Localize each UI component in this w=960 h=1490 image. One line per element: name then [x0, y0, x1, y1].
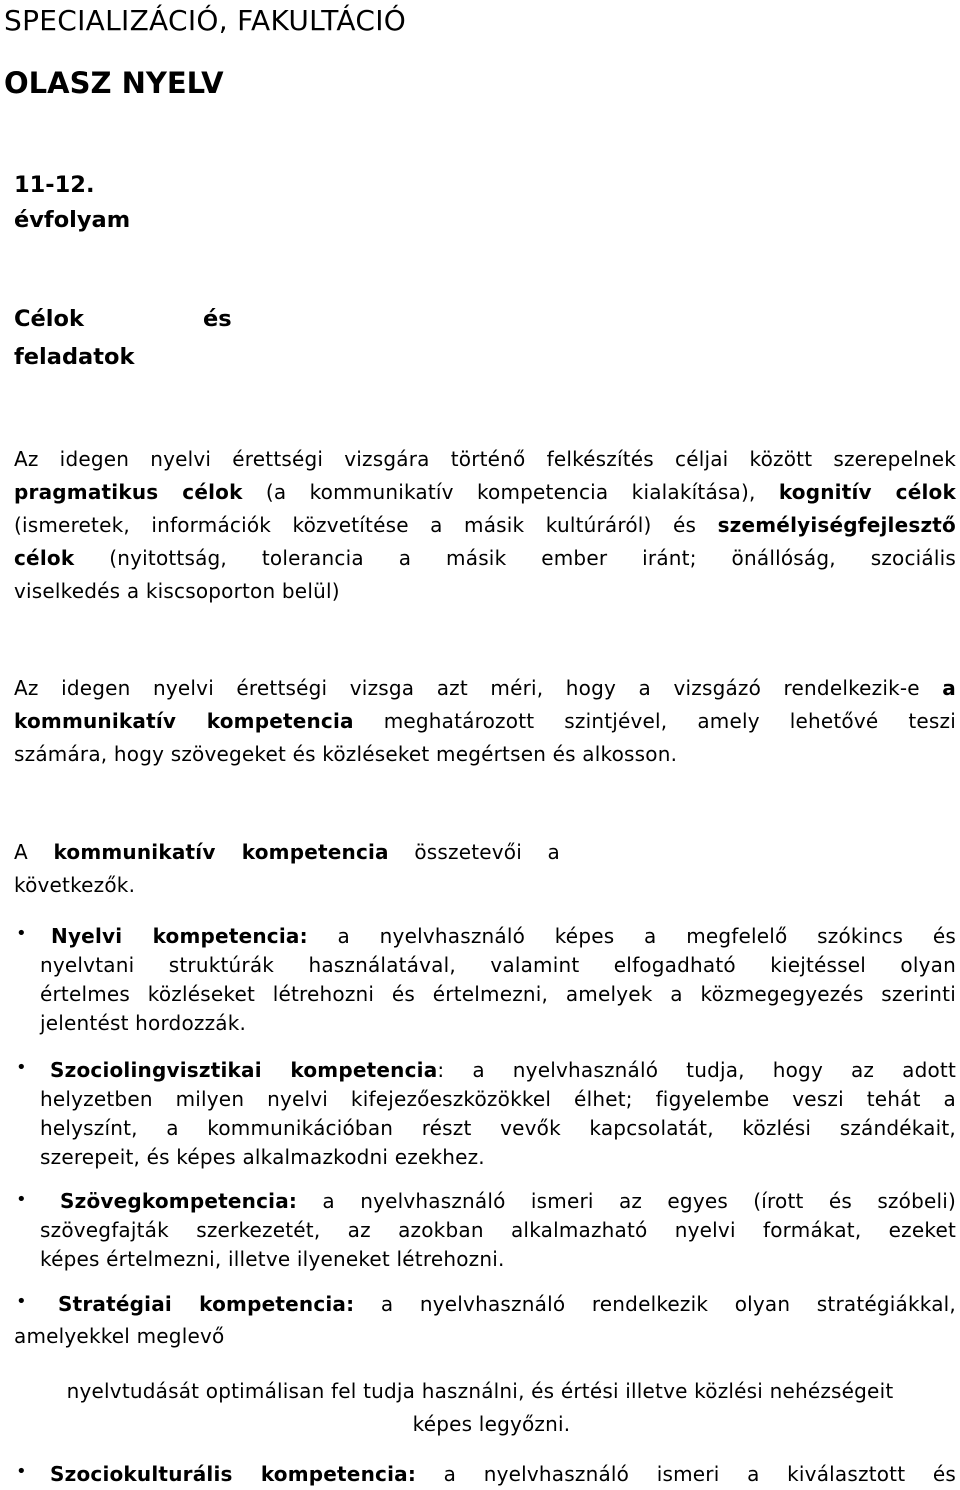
exam-line-2	[14, 705, 956, 738]
cognitive-goals-term: kognitív célok	[778, 480, 956, 504]
b4-line-1	[40, 1290, 956, 1319]
communicative-competence-term: kommunikatív kompetencia	[14, 709, 354, 733]
intro-line-4-text: (nyitottság, tolerancia a másik ember iránt; önállóság, szociális	[74, 546, 956, 570]
goals-heading-word2: és	[203, 306, 232, 332]
components-bold-term: kommunikatív kompetencia	[53, 840, 389, 864]
pragmatic-goals-term: pragmatikus célok	[14, 480, 243, 504]
b4-line-2: amelyekkel meglevő	[14, 1324, 225, 1348]
exam-line-1-text: Az idegen nyelvi érettségi vizsga azt méri, hogy a vizsgázó rendelkezik-e	[14, 676, 943, 700]
components-line-1-a: A	[14, 840, 54, 864]
intro-line-2-text: (a kommunikatív kompetencia kialakítása),	[242, 480, 779, 504]
b5-line-1-text: a nyelvhasználó ismeri a kiválasztott és	[416, 1462, 956, 1486]
bullet-icon: •	[16, 1291, 27, 1312]
b5-label: Szociokulturális kompetencia:	[50, 1462, 417, 1486]
exam-paragraph	[14, 672, 956, 771]
components-line-1	[14, 836, 560, 869]
b1-line-1-text: a nyelvhasználó képes a megfelelő szókincs és	[307, 924, 956, 948]
grade-number: 11-12.	[14, 172, 95, 198]
b3-line-1	[40, 1187, 956, 1216]
subject-title: OLASZ NYELV	[4, 66, 224, 100]
components-intro	[14, 836, 560, 902]
bullet-strategic-competence	[40, 1290, 956, 1319]
document-title: SPECIALIZÁCIÓ, FAKULTÁCIÓ	[4, 4, 407, 37]
goals-heading-word3: feladatok	[14, 344, 135, 370]
intro-paragraph	[14, 443, 956, 608]
intro-line-2	[14, 476, 956, 509]
exam-line-1-bold: a	[942, 676, 956, 700]
b2-line-3: helyszínt, a kommunikációban részt vevők kapcsolatát, közlési szándékait,	[40, 1116, 956, 1140]
b4-line-3: nyelvtudását optimálisan fel tudja használni, és értési illetve közlési nehézségeit	[66, 1379, 894, 1403]
b3-line-2: szövegfajták szerkezetét, az azokban alkalmazható nyelvi formákat, ezeket	[40, 1218, 956, 1242]
exam-line-3: számára, hogy szövegeket és közléseket megértsen és alkosson.	[14, 742, 678, 766]
bullet-icon: •	[16, 1057, 27, 1078]
bullet-text-competence	[40, 1187, 956, 1274]
components-line-1-b: összetevői a	[388, 840, 560, 864]
goals-heading-word1: Célok	[14, 306, 84, 332]
components-line-2: következők.	[14, 873, 136, 897]
bullet-icon: •	[16, 1189, 27, 1210]
b1-line-3: értelmes közléseket létrehozni és értelmezni, amelyek a közmegegyezés szerinti	[40, 982, 956, 1006]
intro-line-3	[14, 509, 956, 542]
grade-label: évfolyam	[14, 207, 131, 233]
b4-line-4: képes legyőzni.	[412, 1412, 571, 1436]
b4-line-1-text: a nyelvhasználó rendelkezik olyan stratégiákkal,	[354, 1292, 956, 1316]
b4-label: Stratégiai kompetencia:	[58, 1292, 355, 1316]
b2-line-4: szerepeit, és képes alkalmazkodni ezekhez.	[40, 1145, 485, 1169]
bullet-sociolinguistic-competence	[40, 1056, 956, 1172]
intro-line-1: Az idegen nyelvi érettségi vizsgára történő felkészítés céljai között szerepelnek	[14, 447, 956, 471]
b2-line-1	[40, 1056, 956, 1085]
b3-line-1-text: a nyelvhasználó ismeri az egyes (írott és szóbeli)	[297, 1189, 956, 1213]
intro-line-4	[14, 542, 956, 575]
b1-line-4: jelentést hordozzák.	[40, 1011, 247, 1035]
b2-label: Szociolingvisztikai kompetencia	[50, 1058, 438, 1082]
b1-label: Nyelvi kompetencia:	[51, 924, 308, 948]
b2-line-1-text: : a nyelvhasználó tudja, hogy az adott	[437, 1058, 956, 1082]
exam-line-2-text: meghatározott szintjével, amely lehetővé teszi	[353, 709, 956, 733]
goals-term: célok	[14, 546, 75, 570]
bullet-language-competence	[40, 922, 956, 1038]
exam-line-1	[14, 672, 956, 705]
b3-label: Szövegkompetencia:	[60, 1189, 298, 1213]
b2-line-2: helyzetben milyen nyelvi kifejezőeszközökkel élhet; figyelembe veszi tehát a	[40, 1087, 956, 1111]
bullet-icon: •	[16, 1461, 27, 1482]
b1-line-2: nyelvtani struktúrák használatával, valamint elfogadható kiejtéssel olyan	[40, 953, 956, 977]
personality-term: személyiségfejlesztő	[717, 513, 956, 537]
b5-line-1	[40, 1460, 956, 1489]
bullet-icon: •	[16, 923, 27, 944]
b3-line-3: képes értelmezni, illetve ilyeneket létrehozni.	[40, 1247, 505, 1271]
intro-line-5: viselkedés a kiscsoporton belül)	[14, 579, 340, 603]
b1-line-1	[40, 922, 956, 951]
bullet-sociocultural-competence	[40, 1460, 956, 1489]
intro-line-3-text: (ismeretek, információk közvetítése a másik kultúráról) és	[14, 513, 718, 537]
